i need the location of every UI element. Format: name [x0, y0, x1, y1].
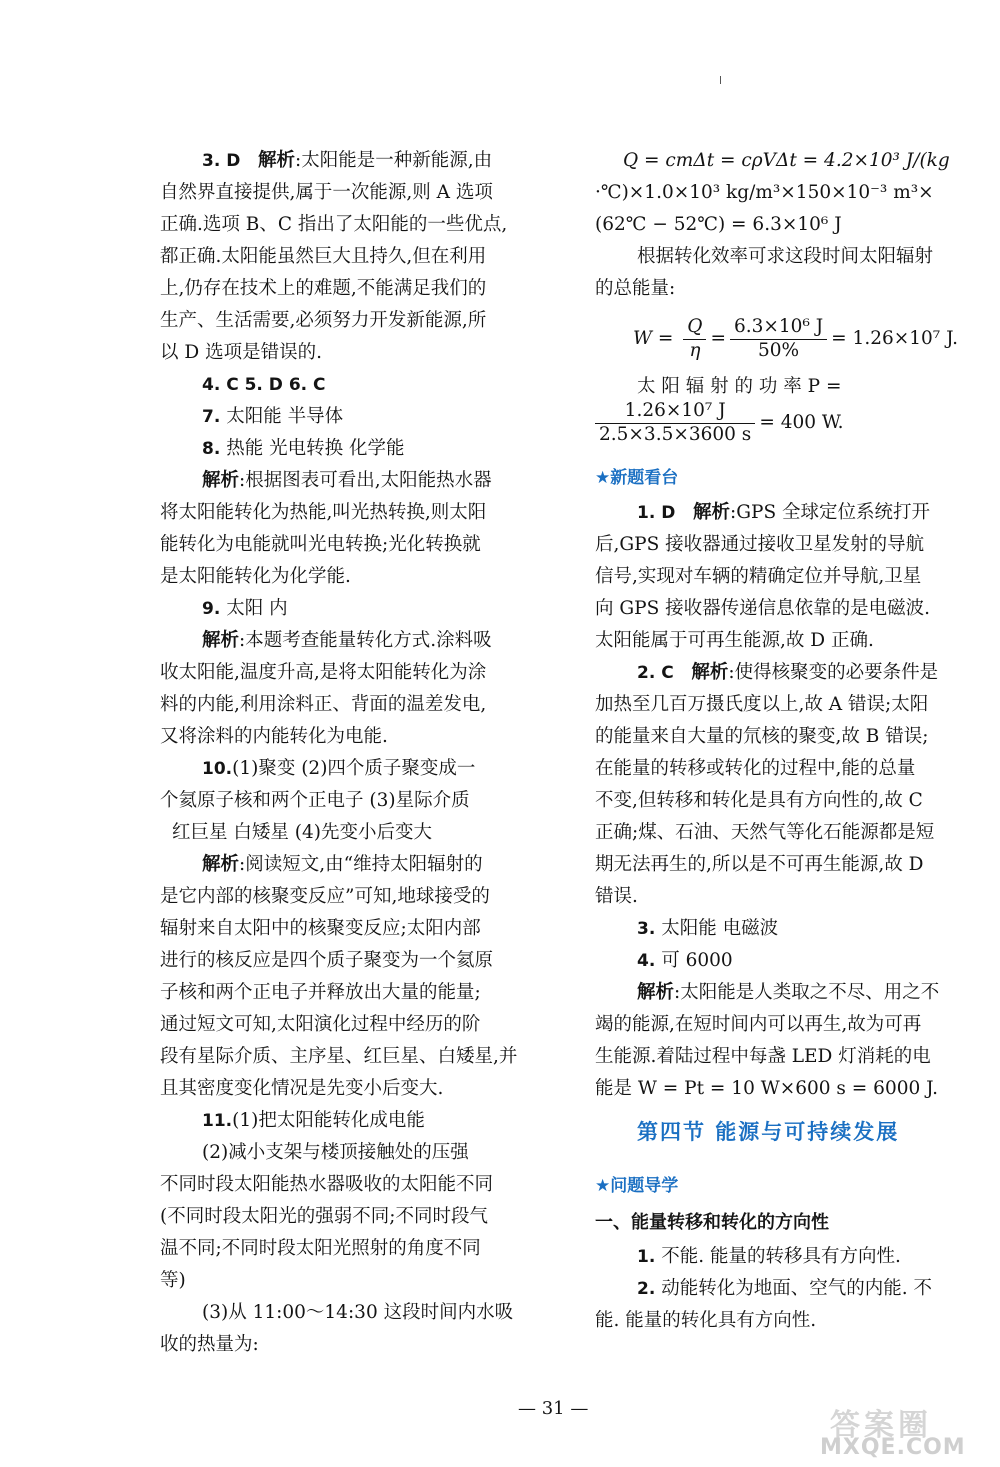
n2-line-3: 的能量来自大量的氘核的聚变,故 B 错误; — [595, 726, 929, 747]
section-title: 第四节 能源与可持续发展 — [637, 1120, 900, 1144]
heat-equation-2: ·℃)×1.0×10³ kg/m³×150×10⁻³ m³× — [595, 182, 934, 203]
subsection-title: 一、能量转移和转化的方向性 — [595, 1212, 829, 1233]
q10-explain-7: 段有星际介质、主序星、红巨星、白矮星,并 — [160, 1046, 518, 1067]
power-text: 太 阳 辐 射 的 功 率 P = — [637, 376, 842, 397]
q10-explain-4: 进行的核反应是四个质子聚变为一个氦原 — [160, 950, 494, 971]
q11-answer-5: 温不同;不同时段太阳光照射的角度不同 — [160, 1238, 481, 1259]
fraction-q-over-eta: $\frac{Q}{\eta}$ — [683, 318, 706, 360]
watermark-logo: 答案圈 — [830, 1408, 932, 1443]
q10-explain-2: 是它内部的核聚变反应”可知,地球接受的 — [160, 886, 490, 907]
g2-answer-1: 2. 动能转化为地面、空气的内能. 不 — [637, 1278, 932, 1299]
n2-line-6: 正确;煤、石油、天然气等化石能源都是短 — [595, 822, 935, 843]
power-formula: $\frac{\text{1.26×10⁷ J}}{2.5\times 3.5\times 3600 s}$ = 400 W. — [595, 402, 844, 444]
n4-explain-2: 竭的能源,在短时间内可以再生,故为可再 — [595, 1014, 922, 1035]
watermark-url: MXQE.COM — [820, 1435, 966, 1460]
q9-answer: 9. 太阳 内 — [202, 598, 288, 619]
q9-explain-2: 收太阳能,温度升高,是将太阳能转化为涂 — [160, 662, 487, 683]
q8-explain-1: 解析:根据图表可看出,太阳能热水器 — [202, 470, 492, 491]
q10-explain-5: 子核和两个正电子并释放出大量的能量; — [160, 982, 481, 1003]
q10-explain-6: 通过短文可知,太阳演化过程中经历的阶 — [160, 1014, 481, 1035]
energy-formula: W = $\frac{Q}{\eta}$ = $\frac{\text{6.3×10⁶ J}}{50\%}$ = 1.26×10⁷ J. — [633, 316, 958, 361]
q3-line-3: 正确.选项 B、C 指出了太阳能的一些优点, — [160, 214, 508, 235]
q3-line-7: 以 D 选项是错误的. — [160, 342, 322, 363]
q10-answer-2: 个氦原子核和两个正电子 (3)星际介质 — [160, 790, 470, 811]
n1-line-4: 向 GPS 接收器传递信息依靠的是电磁波. — [595, 598, 931, 619]
q11-answer-3: 不同时段太阳能热水器吸收的太阳能不同 — [160, 1174, 494, 1195]
n4-explain-1: 解析:太阳能是人类取之不尽、用之不 — [637, 982, 940, 1003]
q7-answer: 7. 太阳能 半导体 — [202, 406, 344, 427]
g1-answer: 1. 不能. 能量的转移具有方向性. — [637, 1246, 901, 1267]
q11-answer-7: (3)从 11:00～14:30 这段时间内水吸 — [202, 1302, 514, 1323]
page-number: — 31 — — [518, 1398, 589, 1419]
fraction-energy-over-efficiency: $\frac{\text{6.3×10⁶ J}}{50\%}$ — [730, 318, 827, 360]
n1-line-2: 后,GPS 接收器通过接收卫星发射的导航 — [595, 534, 925, 555]
q10-answer-1: 10.(1)聚变 (2)四个质子聚变成一 — [202, 758, 476, 779]
heat-equation-1: Q = cmΔt = cρVΔt = 4.2×10³ J/(kg — [623, 150, 950, 171]
n2-line-1: 2. C 解析:使得核聚变的必要条件是 — [637, 662, 939, 683]
energy-text-1: 根据转化效率可求这段时间太阳辐射 — [637, 246, 934, 267]
n2-line-8: 错误. — [595, 886, 638, 907]
q10-explain-8: 且其密度变化情况是先变小后变大. — [160, 1078, 444, 1099]
q3-line-4: 都正确.太阳能虽然巨大且持久,但在利用 — [160, 246, 487, 267]
q456-answers: 4. C 5. D 6. C — [202, 375, 326, 395]
q11-answer-4: (不同时段太阳光的强弱不同;不同时段气 — [160, 1206, 488, 1227]
n1-line-5: 太阳能属于可再生能源,故 D 正确. — [595, 630, 874, 651]
n2-line-2: 加热至几百万摄氏度以上,故 A 错误;太阳 — [595, 694, 929, 715]
q8-explain-2: 将太阳能转化为热能,叫光热转换,则太阳 — [160, 502, 487, 523]
q11-answer-8: 收的热量为: — [160, 1334, 259, 1355]
q10-explain-1: 解析:阅读短文,由“维持太阳辐射的 — [202, 854, 483, 875]
q10-explain-3: 辐射来自太阳中的核聚变反应;太阳内部 — [160, 918, 481, 939]
n4-explain-4: 能是 W = Pt = 10 W×600 s = 6000 J. — [595, 1078, 939, 1099]
n2-line-5: 不变,但转移和转化是具有方向性的,故 C — [595, 790, 923, 811]
guide-header: ★问题导学 — [595, 1176, 679, 1196]
q3-line-5: 上,仍存在技术上的难题,不能满足我们的 — [160, 278, 487, 299]
q3-line-6: 生产、生活需要,必须努力开发新能源,所 — [160, 310, 487, 331]
q11-answer-2: (2)减小支架与楼顶接触处的压强 — [202, 1142, 469, 1163]
q10-answer-3: 红巨星 白矮星 (4)先变小后变大 — [172, 822, 432, 843]
q9-explain-3: 料的内能,利用涂料正、背面的温差发电, — [160, 694, 487, 715]
q9-explain-4: 又将涂料的内能转化为电能. — [160, 726, 388, 747]
n3-answer: 3. 太阳能 电磁波 — [637, 918, 779, 939]
energy-text-2: 的总能量: — [595, 278, 676, 299]
q3-line-2: 自然界直接提供,属于一次能源,则 A 选项 — [160, 182, 493, 203]
new-questions-header: ★新题看台 — [595, 468, 679, 488]
q11-answer-1: 11.(1)把太阳能转化成电能 — [202, 1110, 425, 1131]
q8-explain-4: 是太阳能转化为化学能. — [160, 566, 351, 587]
scan-mark — [720, 76, 721, 84]
q3-line-1: 3. D 解析:太阳能是一种新能源,由 — [202, 150, 493, 171]
n1-line-3: 信号,实现对车辆的精确定位并导航,卫星 — [595, 566, 922, 587]
heat-equation-3: (62℃ − 52℃) = 6.3×10⁶ J — [595, 214, 842, 235]
q8-answer: 8. 热能 光电转换 化学能 — [202, 438, 405, 459]
q8-explain-3: 能转化为电能就叫光电转换;光化转换就 — [160, 534, 481, 555]
n4-answer: 4. 可 6000 — [637, 950, 733, 971]
g2-answer-2: 能. 能量的转化具有方向性. — [595, 1310, 817, 1331]
n4-explain-3: 生能源.着陆过程中每盏 LED 灯消耗的电 — [595, 1046, 931, 1067]
q9-explain-1: 解析:本题考查能量转化方式.涂料吸 — [202, 630, 492, 651]
fraction-power: $\frac{\text{1.26×10⁷ J}}{2.5\times 3.5\times 3600 s}$ — [595, 402, 755, 444]
q11-answer-6: 等) — [160, 1270, 186, 1291]
n2-line-4: 在能量的转移或转化的过程中,能的总量 — [595, 758, 916, 779]
watermark — [820, 1400, 990, 1460]
n1-line-1: 1. D 解析:GPS 全球定位系统打开 — [637, 502, 931, 523]
n2-line-7: 期无法再生的,所以是不可再生能源,故 D — [595, 854, 924, 875]
